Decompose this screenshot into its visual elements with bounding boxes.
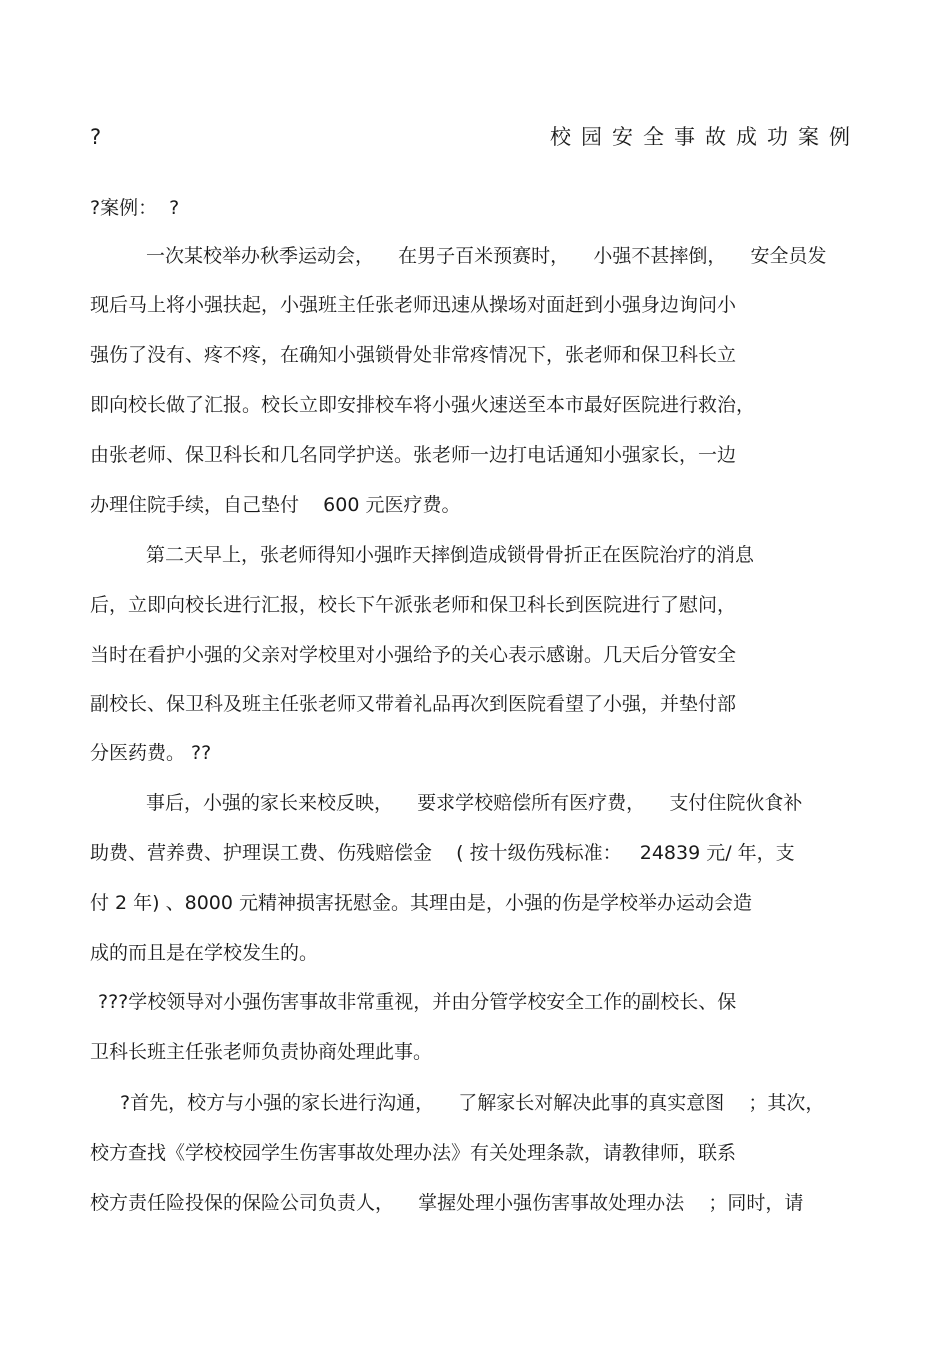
paragraph-line: 校方责任险投保的保险公司负责人， 掌握处理小强伤害事故处理办法 ；同时，请 — [90, 1192, 804, 1214]
paragraph-line: 由张老师、保卫科长和几名同学护送。张老师一边打电话通知小强家长，一边 — [90, 444, 737, 466]
paragraph-line: 即向校长做了汇报。校长立即安排校车将小强火速送至本市最好医院进行救治， — [90, 394, 756, 416]
title-row — [90, 120, 860, 154]
paragraph-line: 付 2 年) 、8000 元精神损害抚慰金。其理由是，小强的伤是学校举办运动会造 — [90, 892, 753, 914]
paragraph-line: 后，立即向校长进行汇报，校长下午派张老师和保卫科长到医院进行了慰问， — [90, 594, 737, 616]
paragraph-line: 当时在看护小强的父亲对学校里对小强给予的关心表示感谢。几天后分管安全 — [90, 644, 737, 666]
paragraph-line: 现后马上将小强扶起，小强班主任张老师迅速从操场对面赶到小强身边询问小 — [90, 294, 737, 316]
paragraph-line: 第二天早上，张老师得知小强昨天摔倒造成锁骨骨折正在医院治疗的消息 — [146, 544, 755, 566]
paragraph-line: 成的而且是在学校发生的。 — [90, 942, 319, 964]
paragraph-line: 助费、营养费、护理误工费、伤残赔偿金 ( 按十级伤残标准： 24839 元/ 年，支 — [90, 842, 795, 864]
paragraph-line: 强伤了没有、疼不疼，在确知小强锁骨处非常疼情况下，张老师和保卫科长立 — [90, 344, 737, 366]
paragraph-line: ?首先，校方与小强的家长进行沟通， 了解家长对解决此事的真实意图 ；其次， — [120, 1092, 825, 1114]
title-mark: ? — [90, 125, 102, 149]
paragraph-line: 卫科长班主任张老师负责协商处理此事。 — [90, 1041, 433, 1063]
paragraph-line: ???学校领导对小强伤害事故非常重视，并由分管学校安全工作的副校长、保 — [98, 991, 737, 1013]
paragraph-line: 办理住院手续，自己垫付 600 元医疗费。 — [90, 494, 461, 516]
paragraph-line: 事后，小强的家长来校反映， 要求学校赔偿所有医疗费， 支付住院伙食补 — [146, 792, 803, 814]
document-title: 校园安全事故成功案例 — [550, 125, 860, 149]
paragraph-line: 副校长、保卫科及班主任张老师又带着礼品再次到医院看望了小强，并垫付部 — [90, 693, 737, 715]
paragraph-line: 一次某校举办秋季运动会， 在男子百米预赛时， 小强不甚摔倒， 安全员发 — [146, 245, 827, 267]
paragraph-line: 分医药费。 ?? — [90, 742, 212, 764]
case-heading: ?案例： ? — [90, 197, 180, 219]
paragraph-line: 校方查找《学校校园学生伤害事故处理办法》有关处理条款，请教律师，联系 — [90, 1142, 737, 1164]
